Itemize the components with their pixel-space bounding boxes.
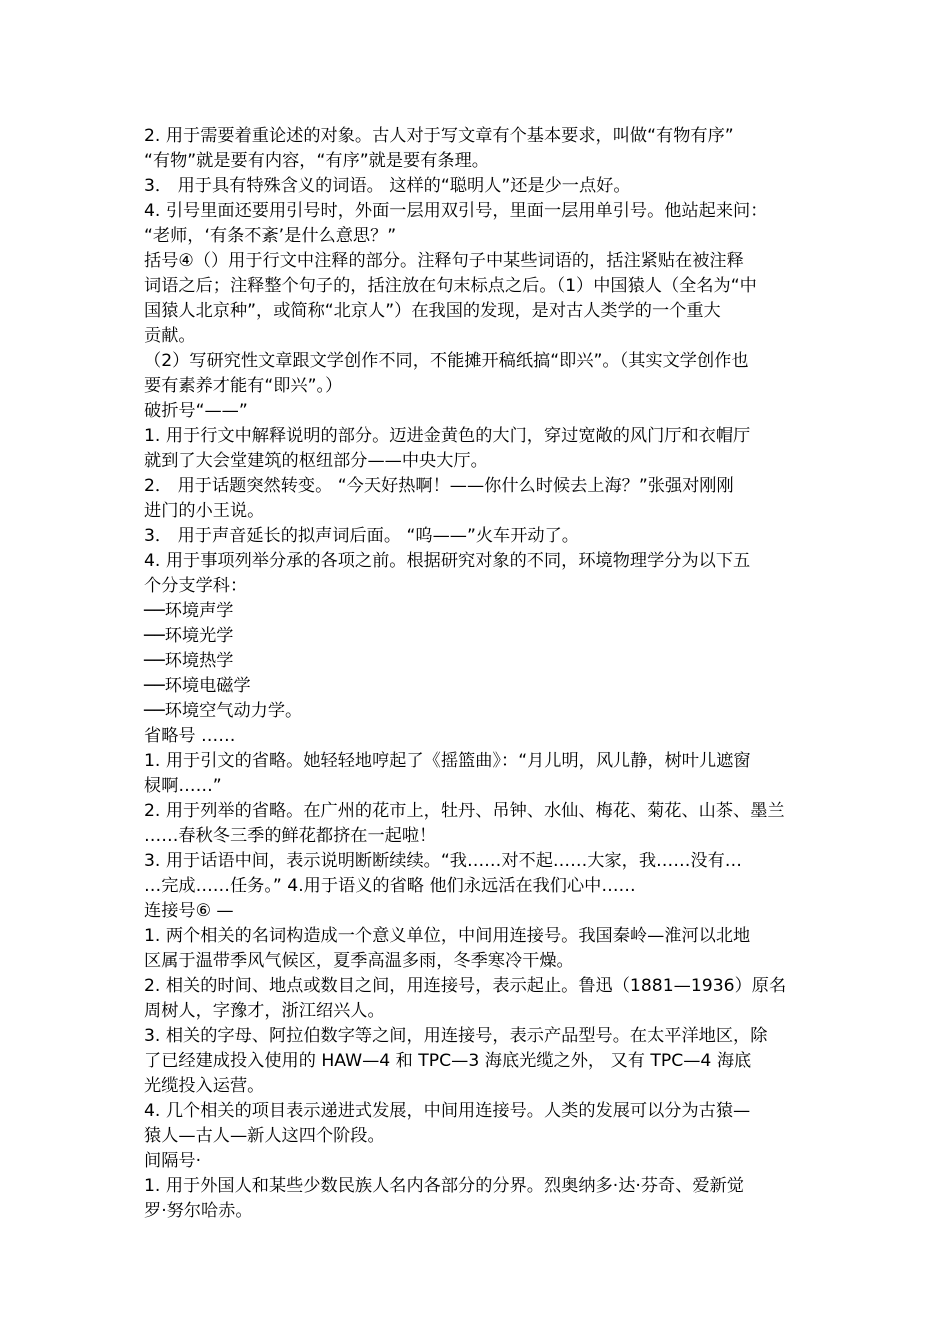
section-heading: 省略号 …… — [144, 726, 236, 746]
text-line: 要有素养才能有“即兴”。） — [144, 376, 343, 396]
text-line: 3. 相关的字母、阿拉伯数字等之间，用连接号，表示产品型号。在太平洋地区，除 — [144, 1026, 768, 1046]
text-line: 1. 两个相关的名词构造成一个意义单位，中间用连接号。我国秦岭—淮河以北地 — [144, 926, 751, 946]
list-item: ──环境热学 — [144, 651, 234, 671]
section-heading: 破折号“——” — [144, 401, 248, 421]
text-line: 2. 用于需要着重论述的对象。古人对于写文章有个基本要求，叫做“有物有序” — [144, 126, 734, 146]
text-line: 3. 用于话语中间，表示说明断断续续。“我……对不起……大家，我……没有… — [144, 851, 742, 871]
text-line: （2）写研究性文章跟文学创作不同，不能摊开稿纸搞“即兴”。（其实文学创作也 — [144, 351, 749, 371]
text-line: 贡献。 — [144, 326, 196, 346]
text-line: “有物”就是要有内容，“有序”就是要有条理。 — [144, 151, 489, 171]
text-line: 了已经建成投入使用的 HAW—4 和 TPC—3 海底光缆之外， 又有 TPC—4 海底 — [144, 1051, 752, 1071]
text-line: 3． 用于具有特殊含义的词语。 这样的“聪明人”还是少一点好。 — [144, 176, 631, 196]
text-line: 猿人—古人—新人这四个阶段。 — [144, 1126, 385, 1146]
text-line: 就到了大会堂建筑的枢纽部分——中央大厅。 — [144, 451, 488, 471]
text-line: 光缆投入运营。 — [144, 1076, 265, 1096]
list-item: ──环境空气动力学。 — [144, 701, 303, 721]
section-heading: 间隔号· — [144, 1151, 202, 1171]
document-body — [144, 124, 816, 1224]
text-line: 个分支学科： — [144, 576, 248, 596]
text-line: 4. 引号里面还要用引号时，外面一层用双引号，里面一层用单引号。他站起来问： — [144, 201, 768, 221]
text-line: 2． 用于话题突然转变。 “今天好热啊！——你什么时候去上海？”张强对刚刚 — [144, 476, 734, 496]
text-line: “老师，‘有条不紊’是什么意思？” — [144, 226, 397, 246]
text-line: ……春秋冬三季的鲜花都挤在一起啦！ — [144, 826, 437, 846]
text-line: 2. 相关的时间、地点或数目之间，用连接号，表示起止。鲁迅（1881—1936）原名 — [144, 976, 787, 996]
list-item: ──环境声学 — [144, 601, 234, 621]
text-line: 1. 用于行文中解释说明的部分。迈进金黄色的大门，穿过宽敞的风门厅和衣帽厅 — [144, 426, 751, 446]
text-line: …完成……任务。” 4.用于语义的省略 他们永远活在我们心中…… — [144, 876, 636, 896]
text-line: 词语之后；注释整个句子的，括注放在句末标点之后。（1）中国猿人（全名为“中 — [144, 276, 757, 296]
text-line: 棂啊……” — [144, 776, 222, 796]
text-line: 罗·努尔哈赤。 — [144, 1201, 253, 1221]
text-line: 3． 用于声音延长的拟声词后面。 “呜——”火车开动了。 — [144, 526, 579, 546]
text-line: 4. 用于事项列举分承的各项之前。根据研究对象的不同，环境物理学分为以下五 — [144, 551, 751, 571]
text-line: 1. 用于引文的省略。她轻轻地哼起了《摇篮曲》：“月儿明，风儿静，树叶儿遮窗 — [144, 751, 751, 771]
text-line: 4. 几个相关的项目表示递进式发展，中间用连接号。人类的发展可以分为古猿— — [144, 1101, 751, 1121]
text-line: 2. 用于列举的省略。在广州的花市上，牡丹、吊钟、水仙、梅花、菊花、山茶、墨兰 — [144, 801, 785, 821]
section-heading: 括号④（）用于行文中注释的部分。注释句子中某些词语的，括注紧贴在被注释 — [144, 251, 744, 271]
text-line: 周树人，字豫才，浙江绍兴人。 — [144, 1001, 385, 1021]
text-line: 区属于温带季风气候区，夏季高温多雨，冬季寒冷干燥。 — [144, 951, 574, 971]
text-line: 1. 用于外国人和某些少数民族人名内各部分的分界。烈奥纳多·达·芬奇、爱新觉 — [144, 1176, 744, 1196]
section-heading: 连接号⑥ — — [144, 901, 234, 921]
text-line: 进门的小王说。 — [144, 501, 265, 521]
list-item: ──环境光学 — [144, 626, 234, 646]
text-line: 国猿人北京种”，或简称“北京人”）在我国的发现，是对古人类学的一个重大 — [144, 301, 721, 321]
list-item: ──环境电磁学 — [144, 676, 251, 696]
